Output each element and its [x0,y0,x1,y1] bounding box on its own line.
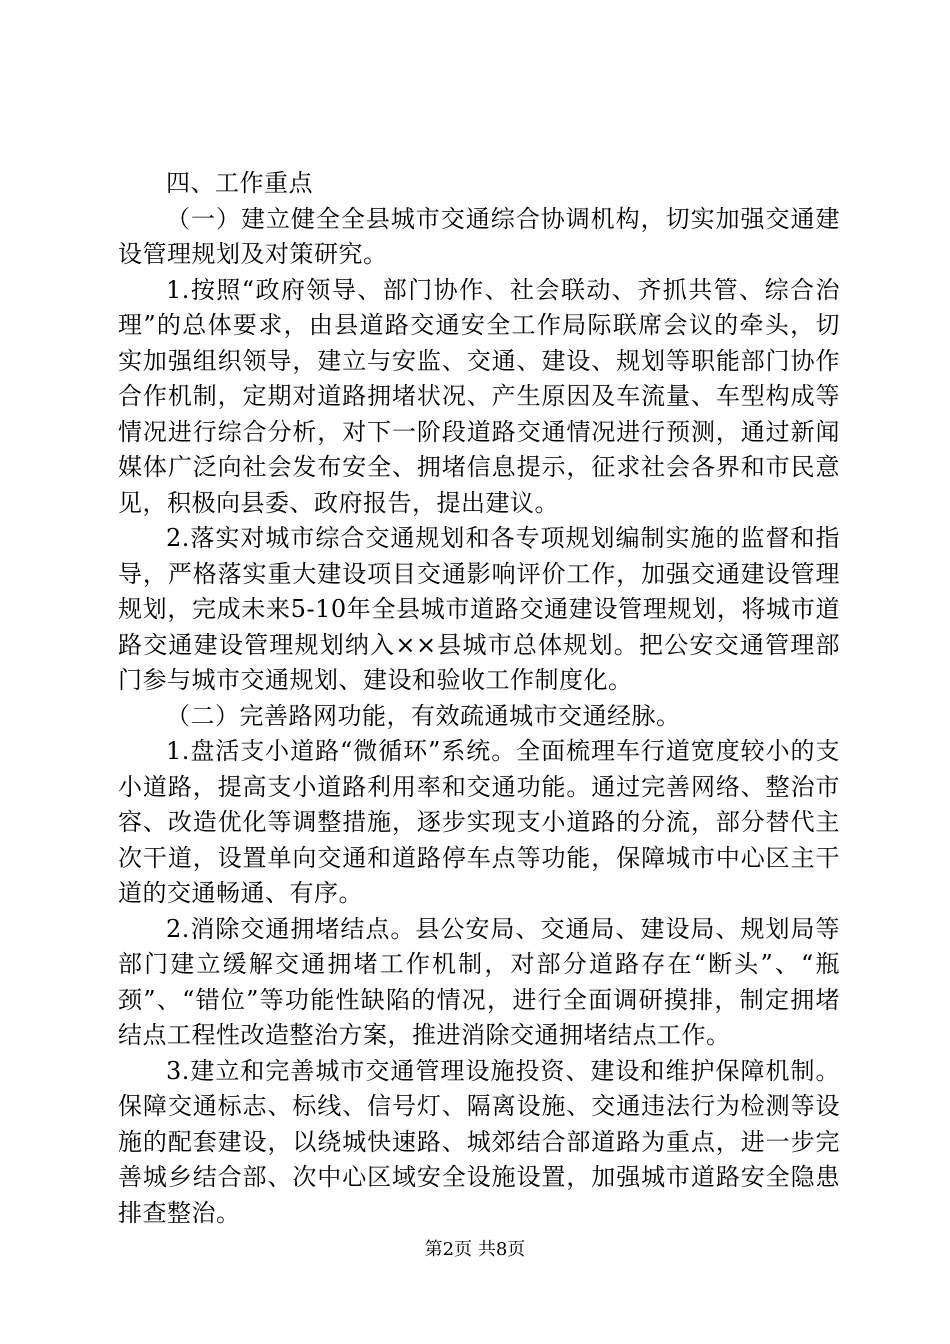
paragraph-2-1: 1.盘活支小道路“微循环”系统。全面梳理车行道宽度较小的支小道路，提高支小道路利用率和交通功能。通过完善网络、整治市容、改造优化等调整措施，逐步实现支小道路的分流，部分替代主次干道，设置单向交通和道路停车点等功能，保障城市中心区主干道的交通畅通、有序。 [118,737,840,907]
subsection-heading-2: （二）完善路网功能，有效疏通城市交通经脉。 [166,701,681,730]
page-number-footer: 第2页 共8页 [424,1239,526,1260]
section-heading: 四、工作重点 [166,169,313,197]
paragraph-2-3: 3.建立和完善城市交通管理设施投资、建设和维护保障机制。保障交通标志、标线、信号灯、隔离设施、交通违法行为检测等设施的配套建设，以绕城快速路、城郊结合部道路为重点，进一步完善城乡结合部、次中心区域安全设施设置，加强城市道路安全隐患排查整治。 [118,1056,840,1227]
paragraph-1-2: 2.落实对城市综合交通规划和各专项规划编制实施的监督和指导，严格落实重大建设项目交通影响评价工作，加强交通建设管理规划，完成未来5-10年全县城市道路交通建设管理规划，将城市道路交通建设管理规划纳入××县城市总体规划。把公安交通管理部门参与城市交通规划、建设和验收工作制度化。 [118,524,840,694]
document-body [118,166,840,1231]
paragraph-1-1: 1.按照“政府领导、部门协作、社会联动、齐抓共管、综合治理”的总体要求，由县道路交通安全工作局际联席会议的牵头，切实加强组织领导，建立与安监、交通、建设、规划等职能部门协作合作机制，定期对道路拥堵状况、产生原因及车流量、车型构成等情况进行综合分析，对下一阶段道路交通情况进行预测，通过新闻媒体广泛向社会发布安全、拥堵信息提示，征求社会各界和市民意见，积极向县委、政府报告，提出建议。 [118,275,840,517]
paragraph-2-2: 2.消除交通拥堵结点。县公安局、交通局、建设局、规划局等部门建立缓解交通拥堵工作机制，对部分道路存在“断头”、“瓶颈”、“错位”等功能性缺陷的情况，进行全面调研摸排，制定拥堵结点工程性改造整治方案，推进消除交通拥堵结点工作。 [118,914,840,1049]
subsection-heading-1: （一）建立健全全县城市交通综合协调机构，切实加强交通建设管理规划及对策研究。 [118,204,840,268]
